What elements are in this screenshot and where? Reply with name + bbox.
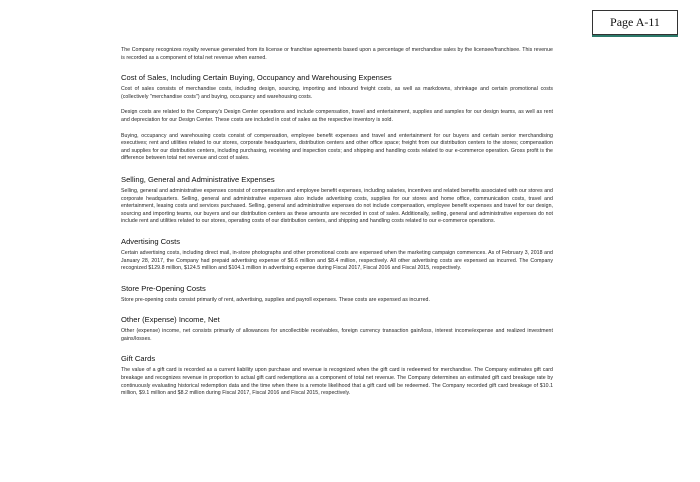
gift-cards-heading: Gift Cards bbox=[121, 354, 156, 364]
document-body bbox=[121, 40, 553, 398]
page-number-underline bbox=[592, 35, 678, 37]
gift-cards-paragraph: The value of a gift card is recorded as a current liability upon purchase and revenue is recognized when the gift card is redeemed for merchandise. The Company estimates gift card breakage and recognizes revenue in proportion to actual gift card redemptions as a component of total net revenue. The Company determines an estimated gift card breakage rate by continuously evaluating historical redemption data and the time when there is a remote likelihood that a gift card will be redeemed. The Company recorded gift card breakage of $10.1 million, $9.1 million and $8.2 million during Fiscal 2017, Fiscal 2016 and Fiscal 2015, respectively. bbox=[121, 367, 553, 397]
advertising-heading: Advertising Costs bbox=[121, 236, 181, 246]
other-income-paragraph: Other (expense) income, net consists primarily of allowances for uncollectible receivables, foreign currency transaction gain/loss, interest income/expense and realized investment gains/losses. bbox=[121, 328, 553, 342]
cost-of-sales-paragraph-1: Cost of sales consists of merchandise costs, including design, sourcing, importing and inbound freight costs, as well as markdowns, shrinkage and certain promotional costs (collectively "merchandise costs") and buying, occupancy and warehousing costs. bbox=[121, 86, 553, 100]
page-number: Page A-11 bbox=[592, 10, 678, 35]
cost-of-sales-paragraph-2: Design costs are related to the Company's Design Center operations and include compensation, travel and entertainment, supplies and samples for our design teams, as well as rent and depreciation for our Design Center. These costs are included in cost of sales as the respective inventory is sold. bbox=[121, 109, 553, 123]
preopening-heading: Store Pre-Opening Costs bbox=[121, 283, 206, 293]
cost-of-sales-heading: Cost of Sales, Including Certain Buying, Occupancy and Warehousing Expenses bbox=[121, 73, 392, 83]
sga-paragraph: Selling, general and administrative expenses consist of compensation and employee benefit expenses, including salaries, incentives and related benefits associated with our stores and corporate headquarters. Selling, general and administrative expenses also include advertising costs, supplies for our stores and home office, communication costs, travel and entertainment, leasing costs and services purchased. Selling, general and administrative expenses do not include compensation, employee benefit expenses and travel for our design, sourcing and importing teams, our buyers and our distribution centers as these amounts are recorded in cost of sales. Additionally, selling, general and administrative expenses do not include rent and utilities related to our stores, operating costs of our distribution centers, and shipping and handling costs related to our e-commerce operations. bbox=[121, 187, 553, 225]
other-income-heading: Other (Expense) Income, Net bbox=[121, 315, 220, 325]
cost-of-sales-paragraph-3: Buying, occupancy and warehousing costs consist of compensation, employee benefit expenses and travel and entertainment for our buyers and certain senior merchandising executives; rent and utilities related to our stores, corporate headquarters, distribution centers and other office space; freight from our distribution centers to the stores; compensation and supplies for our distribution centers, including purchasing, receiving and inspection costs; and shipping and handling costs related to our e-commerce operation. Gross profit is the difference between total net revenue and cost of sales. bbox=[121, 132, 553, 162]
sga-heading: Selling, General and Administrative Expenses bbox=[121, 174, 275, 184]
advertising-paragraph: Certain advertising costs, including direct mail, in-store photographs and other promotional costs are expensed when the marketing campaign commences. As of February 3, 2018 and January 28, 2017, the Company had prepaid advertising expense of $6.6 million and $8.4 million, respectively. All other advertising costs are expensed as incurred. The Company recognized $129.8 million, $124.5 million and $104.1 million in advertising expense during Fiscal 2017, Fiscal 2016 and Fiscal 2015, respectively. bbox=[121, 249, 553, 272]
preopening-paragraph: Store pre-opening costs consist primarily of rent, advertising, supplies and payroll expenses. These costs are expensed as incurred. bbox=[121, 296, 430, 303]
royalty-paragraph: The Company recognizes royalty revenue generated from its license or franchise agreements based upon a percentage of merchandise sales by the licensee/franchisee. This revenue is recorded as a component of total net revenue when earned. bbox=[121, 47, 553, 61]
